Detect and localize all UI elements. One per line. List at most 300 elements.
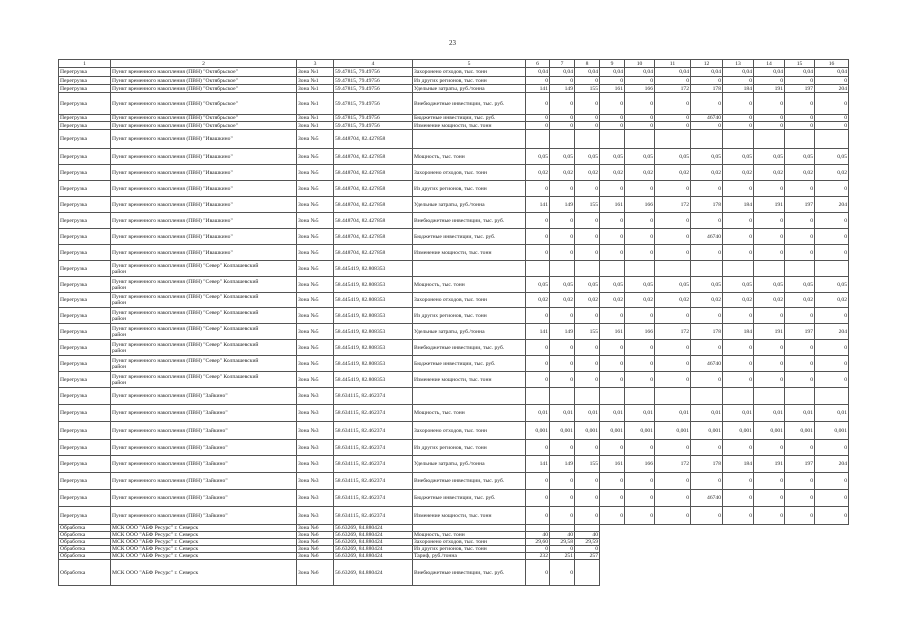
cell-value: 197 — [785, 85, 815, 93]
cell-value: 0,02 — [785, 165, 815, 181]
cell-value: 0 — [754, 122, 785, 130]
cell-value: 0 — [723, 490, 754, 507]
cell-value: 0,05 — [655, 277, 691, 293]
cell-value: 172 — [655, 456, 691, 473]
cell-value: 0 — [815, 122, 849, 130]
cell-operation-type: Перегрузка — [59, 213, 111, 229]
cell-value: 0 — [575, 507, 600, 525]
cell-indicator: Внебюджетные инвестиции, тыс. руб. — [413, 560, 526, 586]
cell-value — [723, 560, 754, 586]
cell-value — [600, 532, 625, 539]
cell-facility: Пункт временного накопления (ПВН) "Север" Колпашевский район — [111, 372, 297, 388]
cell-value: 40 — [575, 532, 600, 539]
cell-coordinates: 58.634115, 82.462374 — [334, 440, 413, 456]
cell-zone: Зона №3 — [297, 473, 334, 490]
cell-value: 0 — [754, 308, 785, 324]
cell-value: 155 — [575, 197, 600, 213]
cell-value: 141 — [526, 324, 550, 340]
cell-facility: Пункт временного накопления (ПВН) "Зайкино" — [111, 440, 297, 456]
cell-value — [575, 130, 600, 149]
cell-facility: Пункт временного накопления (ПВН) "Ивашкино" — [111, 213, 297, 229]
cell-value: 184 — [723, 456, 754, 473]
cell-value — [754, 525, 785, 532]
cell-coordinates: 58.634115, 82.462374 — [334, 490, 413, 507]
table-row — [59, 422, 849, 440]
cell-facility: Пункт временного накопления (ПВН) "Ивашкино" — [111, 149, 297, 165]
column-number: 9 — [600, 60, 625, 68]
cell-value: 0 — [575, 372, 600, 388]
cell-zone: Зона №6 — [297, 539, 334, 546]
cell-value: 0 — [550, 181, 575, 197]
cell-value: 0,04 — [754, 68, 785, 77]
cell-facility: Пункт временного накопления (ПВН) "Октябрьское" — [111, 68, 297, 77]
cell-value: 0 — [550, 229, 575, 245]
cell-indicator: Изменение мощности, тыс. тонн — [413, 372, 526, 388]
cell-value: 0,01 — [600, 405, 625, 422]
cell-value: 0,001 — [655, 422, 691, 440]
cell-value: 0 — [526, 340, 550, 356]
cell-value: 0 — [691, 77, 723, 85]
cell-indicator: Из других регионов, тыс. тонн — [413, 77, 526, 85]
cell-value — [600, 546, 625, 553]
cell-value: 172 — [655, 324, 691, 340]
cell-value: 0,02 — [754, 293, 785, 308]
cell-value: 0 — [575, 546, 600, 553]
cell-value: 0 — [655, 308, 691, 324]
cell-value: 0 — [754, 507, 785, 525]
cell-value — [785, 388, 815, 405]
cell-value: 149 — [550, 324, 575, 340]
cell-value: 0 — [815, 490, 849, 507]
cell-operation-type: Перегрузка — [59, 405, 111, 422]
cell-value: 0 — [723, 77, 754, 85]
cell-zone: Зона №1 — [297, 93, 334, 115]
cell-coordinates: 56.63269, 84.880424 — [334, 560, 413, 586]
cell-operation-type: Перегрузка — [59, 293, 111, 308]
cell-value: 0 — [723, 440, 754, 456]
cell-indicator: Мощность, тыс. тонн — [413, 532, 526, 539]
table-row — [59, 388, 849, 405]
cell-indicator — [413, 261, 526, 277]
cell-indicator: Изменение мощности, тыс. тонн — [413, 507, 526, 525]
cell-value — [785, 546, 815, 553]
cell-coordinates: 56.63269, 84.880424 — [334, 525, 413, 532]
cell-operation-type: Обработка — [59, 532, 111, 539]
cell-value: 0 — [723, 122, 754, 130]
cell-value — [754, 130, 785, 149]
cell-value: 0,05 — [550, 277, 575, 293]
cell-value: 0,02 — [754, 165, 785, 181]
cell-value: 0 — [754, 213, 785, 229]
cell-indicator: Внебюджетные инвестиции, тыс. руб. — [413, 340, 526, 356]
cell-value: 0 — [625, 372, 655, 388]
cell-indicator — [413, 388, 526, 405]
cell-coordinates: 58.445419, 82.808353 — [334, 372, 413, 388]
cell-zone: Зона №5 — [297, 356, 334, 372]
cell-value: 0,04 — [550, 68, 575, 77]
cell-indicator: Внебюджетные инвестиции, тыс. руб. — [413, 473, 526, 490]
cell-value: 141 — [526, 85, 550, 93]
cell-value: 0 — [526, 93, 550, 115]
cell-facility: Пункт временного накопления (ПВН) "Север" Колпашевский район — [111, 293, 297, 308]
table-row — [59, 546, 849, 553]
cell-indicator: Бюджетные инвестиции, тыс. руб. — [413, 115, 526, 122]
cell-operation-type: Перегрузка — [59, 440, 111, 456]
cell-value: 0 — [575, 340, 600, 356]
cell-value: 0 — [815, 93, 849, 115]
cell-coordinates: 58.448704, 82.427858 — [334, 197, 413, 213]
cell-value: 0 — [691, 340, 723, 356]
cell-value — [754, 388, 785, 405]
column-number: 10 — [625, 60, 655, 68]
cell-value: 161 — [600, 456, 625, 473]
cell-zone: Зона №5 — [297, 229, 334, 245]
cell-value: 0,05 — [600, 277, 625, 293]
cell-value — [785, 130, 815, 149]
cell-value: 0,04 — [655, 68, 691, 77]
cell-value — [655, 532, 691, 539]
cell-value: 0,02 — [575, 165, 600, 181]
cell-zone: Зона №5 — [297, 181, 334, 197]
cell-value — [754, 546, 785, 553]
table-row — [59, 122, 849, 130]
cell-value: 0 — [526, 546, 550, 553]
cell-value — [550, 130, 575, 149]
cell-coordinates: 59.47815, 79.49756 — [334, 122, 413, 130]
cell-value: 0 — [526, 473, 550, 490]
cell-operation-type: Перегрузка — [59, 473, 111, 490]
cell-value: 0,01 — [754, 405, 785, 422]
cell-coordinates: 58.445419, 82.808353 — [334, 324, 413, 340]
cell-operation-type: Перегрузка — [59, 456, 111, 473]
cell-value: 0,02 — [691, 293, 723, 308]
cell-indicator: Изменение мощности, тыс. тонн — [413, 122, 526, 130]
cell-facility: Пункт временного накопления (ПВН) "Октябрьское" — [111, 93, 297, 115]
cell-value: 0 — [526, 372, 550, 388]
cell-value: 0,04 — [600, 68, 625, 77]
cell-facility: Пункт временного накопления (ПВН) "Ивашкино" — [111, 245, 297, 261]
cell-operation-type: Обработка — [59, 539, 111, 546]
cell-value — [625, 388, 655, 405]
cell-value — [575, 261, 600, 277]
table-row — [59, 165, 849, 181]
cell-operation-type: Перегрузка — [59, 490, 111, 507]
cell-indicator: Захоронено отходов, тыс. тонн — [413, 165, 526, 181]
table-row — [59, 277, 849, 293]
cell-value — [691, 539, 723, 546]
cell-value: 0,001 — [575, 422, 600, 440]
cell-operation-type: Перегрузка — [59, 277, 111, 293]
cell-value: 0 — [723, 93, 754, 115]
cell-value: 0,001 — [550, 422, 575, 440]
cell-zone: Зона №3 — [297, 440, 334, 456]
cell-value: 0 — [691, 213, 723, 229]
cell-value: 0 — [691, 93, 723, 115]
cell-coordinates: 58.634115, 82.462374 — [334, 388, 413, 405]
cell-value: 0 — [575, 440, 600, 456]
cell-value — [815, 261, 849, 277]
cell-value: 0 — [754, 340, 785, 356]
table-row — [59, 532, 849, 539]
column-number: 11 — [655, 60, 691, 68]
cell-value: 0 — [754, 181, 785, 197]
cell-value — [815, 546, 849, 553]
cell-operation-type: Перегрузка — [59, 165, 111, 181]
cell-facility: Пункт временного накопления (ПВН) "Зайкино" — [111, 456, 297, 473]
cell-value: 0 — [625, 229, 655, 245]
cell-value: 0 — [785, 229, 815, 245]
cell-value: 0 — [785, 507, 815, 525]
cell-value: 0 — [550, 308, 575, 324]
cell-value — [691, 261, 723, 277]
cell-facility: Пункт временного накопления (ПВН) "Октябрьское" — [111, 122, 297, 130]
cell-operation-type: Перегрузка — [59, 149, 111, 165]
cell-value: 0,05 — [526, 277, 550, 293]
cell-value: 0,001 — [785, 422, 815, 440]
cell-value: 0 — [526, 77, 550, 85]
table-row — [59, 115, 849, 122]
cell-value — [526, 261, 550, 277]
cell-value: 0 — [600, 181, 625, 197]
cell-coordinates: 58.445419, 82.808353 — [334, 261, 413, 277]
cell-indicator — [413, 130, 526, 149]
cell-operation-type: Перегрузка — [59, 388, 111, 405]
column-number: 12 — [691, 60, 723, 68]
cell-value: 0 — [550, 115, 575, 122]
cell-value: 161 — [600, 85, 625, 93]
cell-facility: МСК ООО "АБФ Ресурс" г. Северск — [111, 553, 297, 560]
cell-value — [655, 525, 691, 532]
column-number: 15 — [785, 60, 815, 68]
cell-zone: Зона №5 — [297, 324, 334, 340]
cell-value: 0 — [723, 213, 754, 229]
cell-value: 0 — [625, 77, 655, 85]
cell-value — [754, 539, 785, 546]
cell-indicator — [413, 525, 526, 532]
cell-facility: Пункт временного накопления (ПВН) "Север" Колпашевский район — [111, 277, 297, 293]
cell-facility: МСК ООО "АБФ Ресурс" г. Северск — [111, 525, 297, 532]
cell-value: 0 — [625, 440, 655, 456]
cell-operation-type: Перегрузка — [59, 77, 111, 85]
cell-value: 0,05 — [625, 149, 655, 165]
cell-value: 0 — [785, 181, 815, 197]
cell-value: 166 — [625, 456, 655, 473]
cell-operation-type: Перегрузка — [59, 122, 111, 130]
table-row — [59, 324, 849, 340]
cell-value: 0 — [550, 507, 575, 525]
cell-value: 0,05 — [754, 149, 785, 165]
cell-facility: Пункт временного накопления (ПВН) "Ивашкино" — [111, 165, 297, 181]
cell-value: 0 — [815, 245, 849, 261]
cell-value — [526, 525, 550, 532]
cell-value: 0 — [785, 122, 815, 130]
cell-value — [815, 130, 849, 149]
cell-value: 46740 — [691, 229, 723, 245]
cell-zone: Зона №5 — [297, 149, 334, 165]
cell-coordinates: 58.445419, 82.808353 — [334, 277, 413, 293]
cell-value — [655, 553, 691, 560]
cell-value: 0 — [754, 93, 785, 115]
cell-coordinates: 58.445419, 82.808353 — [334, 293, 413, 308]
cell-operation-type: Перегрузка — [59, 261, 111, 277]
cell-value: 0,05 — [815, 277, 849, 293]
cell-value: 0,02 — [600, 293, 625, 308]
cell-value — [625, 553, 655, 560]
cell-value: 0 — [526, 122, 550, 130]
cell-value: 0 — [691, 181, 723, 197]
cell-coordinates: 59.47815, 79.49756 — [334, 115, 413, 122]
cell-value: 178 — [691, 85, 723, 93]
cell-value: 29,58 — [550, 539, 575, 546]
cell-zone: Зона №3 — [297, 490, 334, 507]
cell-value — [723, 525, 754, 532]
cell-value: 0,02 — [815, 165, 849, 181]
cell-indicator: Бюджетные инвестиции, тыс. руб. — [413, 490, 526, 507]
cell-value: 0,02 — [526, 293, 550, 308]
cell-value: 0 — [550, 372, 575, 388]
cell-value: 0 — [625, 213, 655, 229]
cell-indicator: Из других регионов, тыс. тонн — [413, 440, 526, 456]
cell-value: 0 — [785, 490, 815, 507]
cell-value: 0 — [723, 473, 754, 490]
cell-operation-type: Обработка — [59, 525, 111, 532]
cell-zone: Зона №5 — [297, 308, 334, 324]
cell-indicator: Внебюджетные инвестиции, тыс. руб. — [413, 93, 526, 115]
cell-value — [625, 261, 655, 277]
cell-value: 0,05 — [815, 149, 849, 165]
cell-value: 0 — [815, 229, 849, 245]
cell-value: 0 — [655, 440, 691, 456]
cell-indicator: Захоронено отходов, тыс. тонн — [413, 68, 526, 77]
cell-facility: МСК ООО "АБФ Ресурс" г. Северск — [111, 546, 297, 553]
cell-value: 0 — [600, 490, 625, 507]
table-header — [59, 60, 849, 68]
cell-value: 0 — [723, 507, 754, 525]
cell-value: 0,01 — [815, 405, 849, 422]
page-number: 23 — [449, 39, 456, 47]
cell-value — [550, 388, 575, 405]
cell-value: 191 — [754, 456, 785, 473]
cell-value: 0 — [815, 77, 849, 85]
cell-facility: МСК ООО "АБФ Ресурс" г. Северск — [111, 560, 297, 586]
cell-value: 0 — [625, 245, 655, 261]
cell-value: 0 — [723, 245, 754, 261]
cell-zone: Зона №5 — [297, 340, 334, 356]
cell-value — [655, 560, 691, 586]
cell-value: 0,02 — [550, 293, 575, 308]
cell-zone: Зона №5 — [297, 277, 334, 293]
cell-value: 251 — [550, 553, 575, 560]
cell-facility: Пункт временного накопления (ПВН) "Октябрьское" — [111, 77, 297, 85]
cell-value: 0,01 — [526, 405, 550, 422]
cell-value: 0 — [691, 122, 723, 130]
cell-operation-type: Перегрузка — [59, 340, 111, 356]
cell-value: 161 — [600, 197, 625, 213]
cell-facility: МСК ООО "АБФ Ресурс" г. Северск — [111, 539, 297, 546]
cell-value: 0 — [526, 440, 550, 456]
cell-value — [526, 388, 550, 405]
cell-value — [625, 130, 655, 149]
cell-value — [600, 388, 625, 405]
cell-value — [815, 388, 849, 405]
cell-zone: Зона №1 — [297, 115, 334, 122]
cell-value — [754, 553, 785, 560]
cell-value: 0,05 — [723, 149, 754, 165]
cell-indicator: Тариф, руб./тонна — [413, 553, 526, 560]
cell-indicator: Удельные затраты, руб./тонна — [413, 85, 526, 93]
cell-value: 0 — [600, 440, 625, 456]
cell-value: 0 — [785, 115, 815, 122]
cell-operation-type: Перегрузка — [59, 372, 111, 388]
cell-value — [550, 525, 575, 532]
cell-value: 0 — [625, 122, 655, 130]
cell-value: 197 — [785, 197, 815, 213]
cell-value: 149 — [550, 85, 575, 93]
cell-indicator: Внебюджетные инвестиции, тыс. руб. — [413, 213, 526, 229]
cell-value: 0 — [526, 507, 550, 525]
table-row — [59, 507, 849, 525]
cell-value: 0 — [723, 372, 754, 388]
cell-coordinates: 58.448704, 82.427858 — [334, 181, 413, 197]
data-table — [58, 59, 849, 586]
cell-facility: Пункт временного накопления (ПВН) "Ивашкино" — [111, 197, 297, 213]
table-row — [59, 553, 849, 560]
cell-value: 0 — [625, 308, 655, 324]
cell-operation-type: Перегрузка — [59, 356, 111, 372]
cell-zone: Зона №3 — [297, 405, 334, 422]
cell-value: 166 — [625, 197, 655, 213]
cell-value: 0,04 — [625, 68, 655, 77]
cell-value — [815, 532, 849, 539]
cell-value: 0,001 — [815, 422, 849, 440]
cell-value: 0 — [785, 356, 815, 372]
cell-value: 0 — [575, 77, 600, 85]
cell-value: 0 — [575, 93, 600, 115]
table-row — [59, 77, 849, 85]
cell-operation-type: Перегрузка — [59, 85, 111, 93]
cell-value: 0 — [815, 440, 849, 456]
cell-value: 0 — [754, 490, 785, 507]
cell-value — [600, 539, 625, 546]
cell-value: 0,05 — [575, 149, 600, 165]
cell-value: 0 — [723, 340, 754, 356]
cell-operation-type: Перегрузка — [59, 229, 111, 245]
cell-value: 0,05 — [723, 277, 754, 293]
cell-value — [785, 560, 815, 586]
cell-value — [723, 130, 754, 149]
cell-value: 0 — [600, 356, 625, 372]
cell-value — [815, 539, 849, 546]
cell-coordinates: 59.47815, 79.49756 — [334, 85, 413, 93]
cell-value: 0,02 — [655, 293, 691, 308]
cell-value — [691, 525, 723, 532]
cell-zone: Зона №6 — [297, 532, 334, 539]
cell-zone: Зона №3 — [297, 422, 334, 440]
cell-value: 0 — [785, 93, 815, 115]
cell-operation-type: Перегрузка — [59, 130, 111, 149]
cell-value — [815, 560, 849, 586]
cell-value — [655, 546, 691, 553]
cell-value: 0,04 — [815, 68, 849, 77]
cell-value: 184 — [723, 85, 754, 93]
cell-indicator: Мощность, тыс. тонн — [413, 277, 526, 293]
cell-operation-type: Перегрузка — [59, 422, 111, 440]
cell-value: 0 — [691, 473, 723, 490]
cell-value: 184 — [723, 197, 754, 213]
cell-value: 0 — [815, 181, 849, 197]
column-number: 5 — [413, 60, 526, 68]
cell-value: 0 — [600, 77, 625, 85]
